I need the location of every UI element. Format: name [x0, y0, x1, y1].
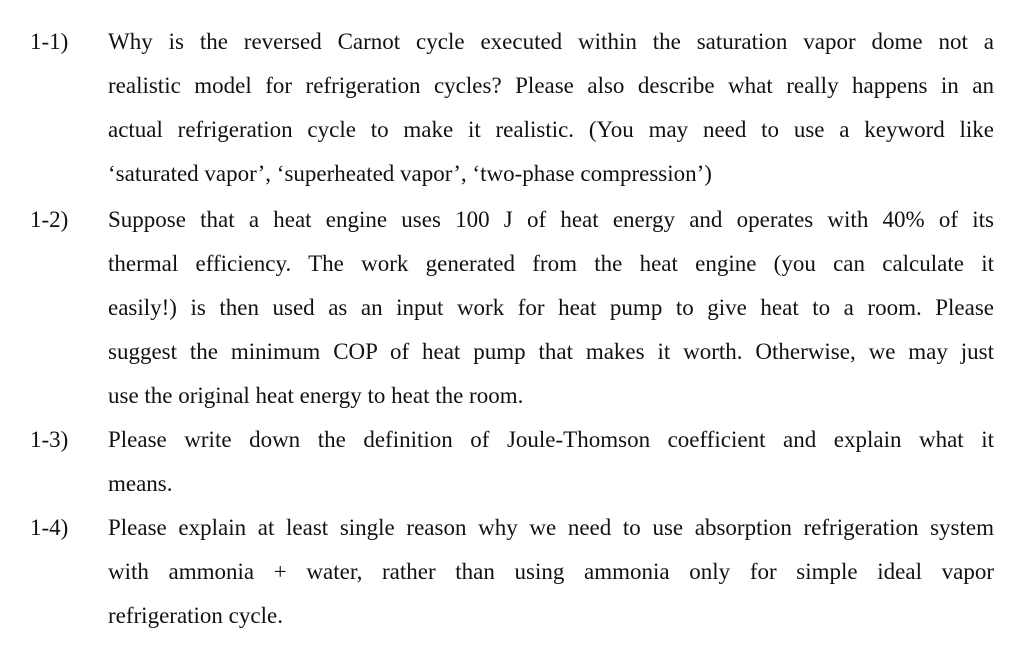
question-text: [108, 20, 994, 196]
text-line: thermal efficiency. The work generated from the heat engine (you can calculate it: [108, 251, 994, 276]
text-line: means.: [108, 471, 173, 496]
text-line: easily!) is then used as an input work for heat pump to give heat to a room. Please: [108, 295, 994, 320]
question-number: 1-2): [30, 207, 69, 232]
text-line: realistic model for refrigeration cycles? Please also describe what really happens in an: [108, 73, 994, 98]
question-text: [108, 506, 994, 638]
text-line: Why is the reversed Carnot cycle executed within the saturation vapor dome not a: [108, 29, 994, 54]
text-line: ‘saturated vapor’, ‘superheated vapor’, ‘two-phase compression’): [108, 161, 712, 186]
question-number: 1-4): [30, 515, 69, 540]
text-line: use the original heat energy to heat the room.: [108, 383, 524, 408]
text-line: refrigeration cycle.: [108, 603, 283, 628]
text-line: suggest the minimum COP of heat pump that makes it worth. Otherwise, we may just: [108, 339, 994, 364]
question-number: 1-3): [30, 427, 69, 452]
question-number: 1-1): [30, 29, 69, 54]
text-line: with ammonia + water, rather than using ammonia only for simple ideal vapor: [108, 559, 994, 584]
text-line: actual refrigeration cycle to make it realistic. (You may need to use a keyword like: [108, 117, 994, 142]
question-text: [108, 418, 994, 506]
text-line: Please explain at least single reason why we need to use absorption refrigeration system: [108, 515, 994, 540]
question-text: [108, 198, 994, 418]
text-line: Please write down the definition of Joule-Thomson coefficient and explain what it: [108, 427, 994, 452]
text-line: Suppose that a heat engine uses 100 J of heat energy and operates with 40% of its: [108, 207, 994, 232]
